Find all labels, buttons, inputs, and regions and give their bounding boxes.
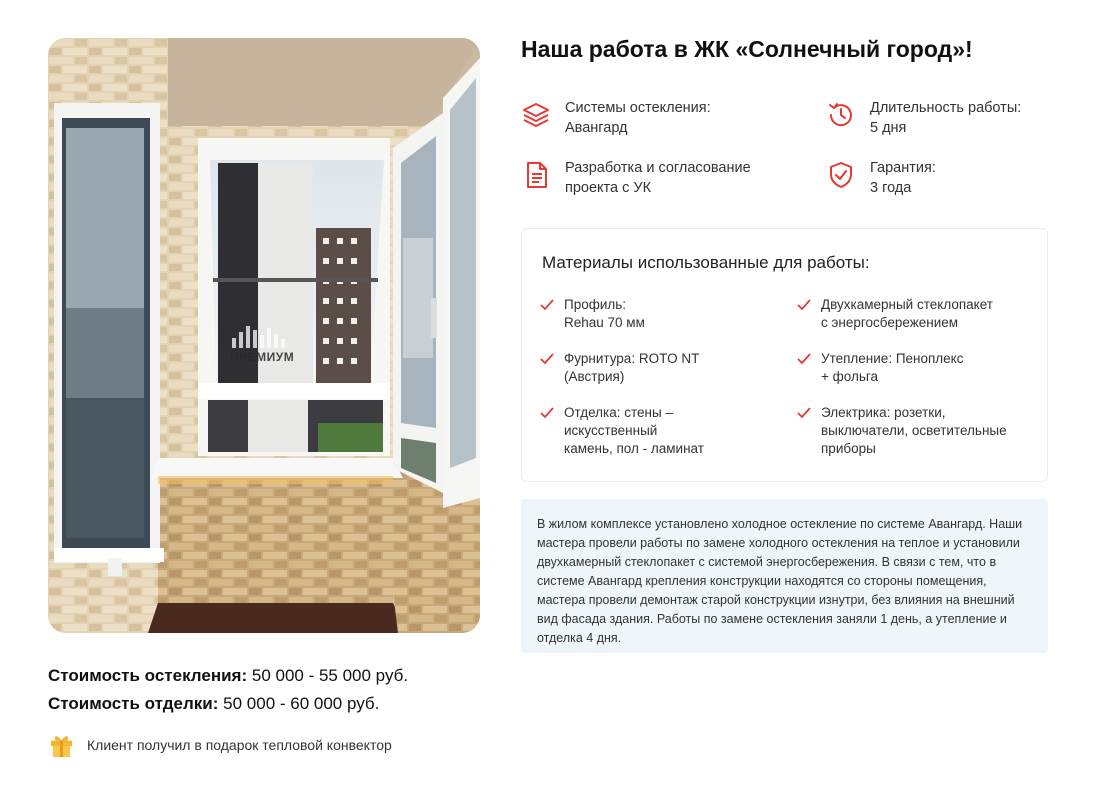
materials-heading: Материалы использованные для работы: [542,253,870,272]
material-item-line: (Австрия) [564,369,625,384]
material-item-line: Двухкамерный стеклопакет [821,297,993,312]
layers-icon [521,100,551,130]
glazing-price-value: 50 000 - 55 000 руб. [251,666,409,685]
material-item-insulation [797,350,1027,386]
shield-check-icon [826,160,856,190]
check-icon [797,407,811,419]
description-text: В жилом комплексе установлено холодное остекление по системе Авангард. Наши мастера провели работы по замене холодного остекления на теплое и установили двухкамерный стеклопакет с системой энергосбережения. В связи с тем, что в системе Авангард крепления конструкции находятся со стороны помещения, мастера провели демонтаж старой конструкции изнутри, без влияния на внешний вид фасада здания. Работы по замене остекления заняли 1 день, а утепление и отделка 4 дня. [537,517,1023,645]
feature-project-line2: проекта с УК [565,180,652,196]
material-item-line: с энергосбережением [821,315,959,330]
feature-glazing-value: Авангард [565,120,628,136]
material-item-finishing [540,404,770,458]
feature-duration-value: 5 дня [870,120,907,136]
material-item-line: Профиль: [564,297,627,312]
watermark-logo-icon [232,326,285,348]
material-item-line: Отделка: стены – искусственный [564,405,673,438]
material-item-line: + фольга [821,369,878,384]
materials-card [521,228,1048,482]
feature-warranty-value: 3 года [870,180,912,196]
feature-warranty [826,158,936,198]
material-item-line: Фурнитура: ROTO NT [564,351,700,366]
finish-price-label: Стоимость отделки: [48,694,219,713]
feature-glazing-label: Системы остекления: [565,100,711,116]
material-item-profile [540,296,770,332]
material-item-line: Rehau 70 мм [564,315,645,330]
material-item-hardware [540,350,770,386]
check-icon [797,353,811,365]
check-icon [540,407,554,419]
material-item-glass [797,296,1027,332]
glazing-price [48,666,408,686]
gift-text: Клиент получил в подарок тепловой конвектор [87,736,392,753]
material-item-electrics [797,404,1027,458]
material-item-line: выключатели, осветительные [821,423,1007,438]
feature-project [521,158,751,198]
feature-duration-label: Длительность работы: [870,100,1022,116]
glazing-price-label: Стоимость остекления: [48,666,248,685]
material-item-line: камень, пол - ламинат [564,441,704,456]
material-item-line: Электрика: розетки, [821,405,946,420]
material-item-line: приборы [821,441,876,456]
material-item-line: Утепление: Пеноплекс [821,351,964,366]
feature-glazing-system [521,98,711,138]
description-box [521,499,1048,653]
watermark [230,326,294,364]
finish-price-value: 50 000 - 60 000 руб. [223,694,380,713]
watermark-text: ПРЕМИУМ [230,350,295,364]
document-icon [521,160,551,190]
gift-icon [48,731,75,758]
balcony-photo [48,38,480,633]
feature-project-line1: Разработка и согласование [565,160,751,176]
check-icon [540,299,554,311]
clock-history-icon [826,100,856,130]
feature-duration [826,98,1021,138]
gift-note [48,731,392,758]
check-icon [540,353,554,365]
feature-warranty-label: Гарантия: [870,160,936,176]
check-icon [797,299,811,311]
page-title: Наша работа в ЖК «Солнечный город»! [521,36,973,62]
finish-price [48,694,379,714]
